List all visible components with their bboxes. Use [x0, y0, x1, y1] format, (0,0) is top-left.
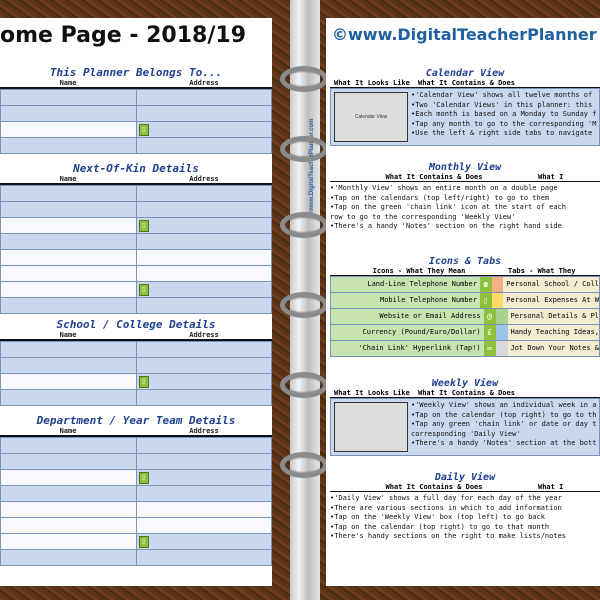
name-field[interactable] — [1, 218, 137, 233]
page-title: ome Page - 2018/19 — [0, 23, 246, 48]
col-name: Name — [59, 331, 77, 339]
name-field[interactable] — [1, 138, 137, 153]
weekly-view-thumbnail[interactable] — [334, 402, 408, 452]
col-name: Name — [59, 427, 77, 435]
name-field[interactable] — [1, 534, 137, 549]
section-heading: Calendar View — [425, 68, 505, 79]
name-field[interactable] — [1, 358, 137, 373]
icon-row: Currency (Pound/Euro/Dollar) £ Handy Teaching Ideas, — [331, 325, 599, 341]
phone-field[interactable] — [137, 282, 272, 297]
icons-tabs-section: Icons & Tabs Icons - What They Mean Tabs - What They Land-Line Telephone Number ☎ Personal School / Coll Mobile Telephone Number ▯ Personal Expenses At W Website or Email Address @ Personal Details & Pl Currency (Pound/Euro/Dollar) £ Handy Teaching Ideas, 'Chain Link' Hyperlink (Tap!) ∞ Jot Down Your Notes & — [330, 256, 600, 357]
address-field[interactable] — [137, 106, 272, 121]
at-sign-icon: @ — [484, 309, 496, 324]
section-school — [0, 318, 272, 406]
calendar-view-thumbnail[interactable]: Calendar View — [334, 92, 408, 142]
name-field[interactable] — [1, 518, 137, 533]
name-field[interactable] — [1, 266, 137, 281]
phone-icon: ▯ — [139, 536, 149, 548]
tab-color-swatch — [492, 293, 504, 308]
name-field[interactable] — [1, 202, 137, 217]
chain-link-icon[interactable]: ∞ — [484, 341, 496, 356]
email-field[interactable] — [137, 550, 272, 565]
phone-icon: ▯ — [139, 284, 149, 296]
phone-icon: ▯ — [139, 124, 149, 136]
right-page — [326, 18, 600, 586]
address-field[interactable] — [137, 358, 272, 373]
section-heading: Monthly View — [428, 162, 502, 173]
col-address: Address — [189, 331, 219, 339]
section-heading: Next-Of-Kin Details — [73, 162, 199, 175]
currency-icon: £ — [484, 325, 496, 340]
section-heading: This Planner Belongs To... — [49, 66, 223, 79]
binder-ring-icon — [280, 66, 328, 92]
section-heading: Icons & Tabs — [428, 256, 502, 267]
mobile-phone-icon: ▯ — [480, 293, 492, 308]
calendar-view-section: Calendar View What It Looks Like What It Contains & Does Calendar View •'Calendar View' shows all twelve months of •Two 'Calendar Views' in this planner: this •Each month is based on a Monday to Sunday f •Tap any month to go to the corresponding 'M •Use the left & right side tabs to navigate — [330, 68, 600, 146]
email-field[interactable] — [137, 486, 272, 501]
name-field[interactable] — [1, 106, 137, 121]
address-field[interactable] — [137, 342, 272, 357]
name-field[interactable] — [1, 342, 137, 357]
tab-color-swatch — [496, 309, 508, 324]
address-field[interactable] — [137, 266, 272, 281]
icon-row: Land-Line Telephone Number ☎ Personal School / Coll — [331, 277, 599, 293]
icon-row: 'Chain Link' Hyperlink (Tap!) ∞ Jot Down Your Notes & — [331, 341, 599, 356]
address-field[interactable] — [137, 502, 272, 517]
section-heading: School / College Details — [56, 318, 216, 331]
section-next-of-kin — [0, 162, 272, 314]
icon-row: Website or Email Address @ Personal Details & Pl — [331, 309, 599, 325]
name-field[interactable] — [1, 438, 137, 453]
tab-color-swatch — [496, 325, 508, 340]
section-heading: Department / Year Team Details — [36, 414, 236, 427]
binder-ring-icon — [280, 452, 328, 478]
website-title[interactable]: ©www.DigitalTeacherPlanner — [332, 25, 597, 44]
name-field[interactable] — [1, 90, 137, 105]
phone-icon: ▯ — [139, 472, 149, 484]
col-address: Address — [189, 427, 219, 435]
name-field[interactable] — [1, 390, 137, 405]
binder-ring-icon — [280, 372, 328, 398]
address-field[interactable] — [137, 438, 272, 453]
name-field[interactable] — [1, 186, 137, 201]
phone-icon: ▯ — [139, 220, 149, 232]
email-field[interactable] — [137, 138, 272, 153]
phone-icon: ▯ — [139, 376, 149, 388]
name-field[interactable] — [1, 298, 137, 313]
weekly-view-section: Weekly View What It Looks Like What It Contains & Does •'Weekly View' shows an individual week in a •Tap on the calendar (top right) to go to th •Tap any green 'chain link' or date or day t corresponding 'Daily View' •There's a handy 'Notes' section at the bott — [330, 378, 600, 456]
address-field[interactable] — [137, 518, 272, 533]
email-field[interactable] — [137, 298, 272, 313]
name-field[interactable] — [1, 486, 137, 501]
address-field[interactable] — [137, 250, 272, 265]
binder-ring-icon — [280, 136, 328, 162]
address-field[interactable] — [137, 90, 272, 105]
phone-field[interactable] — [137, 374, 272, 389]
col-name: Name — [59, 175, 77, 183]
daily-view-section: Daily View What It Contains & Does What I •'Daily View' shows a full day for each day of the year •There are various sections in which to add information •Tap on the 'Weekly View' box (top left) to go back •Tap on the calendar (top right) to go to that month •There's handy sections on the right to make lists/notes — [330, 472, 600, 542]
name-field[interactable] — [1, 454, 137, 469]
left-page — [0, 18, 272, 586]
address-field[interactable] — [137, 186, 272, 201]
col-name: Name — [59, 79, 77, 87]
email-field[interactable] — [137, 234, 272, 249]
section-owner — [0, 66, 272, 154]
phone-field[interactable] — [137, 122, 272, 137]
monthly-view-section: Monthly View What It Contains & Does What I •'Monthly View' shows an entire month on a double page •Tap on the calendars (top left/right) to go to them •Tap on the green 'chain link' icon at the start of each row to go to the corresponding 'Weekly View' •There's a handy 'Notes' section on the right hand side — [330, 162, 600, 232]
col-address: Address — [189, 175, 219, 183]
name-field[interactable] — [1, 282, 137, 297]
name-field[interactable] — [1, 550, 137, 565]
name-field[interactable] — [1, 234, 137, 249]
phone-field[interactable] — [137, 218, 272, 233]
name-field[interactable] — [1, 502, 137, 517]
telephone-icon: ☎ — [480, 277, 492, 292]
icon-row: Mobile Telephone Number ▯ Personal Expenses At W — [331, 293, 599, 309]
section-heading: Weekly View — [431, 378, 499, 389]
tab-color-swatch — [492, 277, 504, 292]
name-field[interactable] — [1, 374, 137, 389]
tab-color-swatch — [496, 341, 508, 356]
binder-ring-icon — [280, 292, 328, 318]
col-address: Address — [189, 79, 219, 87]
address-field[interactable] — [137, 202, 272, 217]
phone-field[interactable] — [137, 470, 272, 485]
name-field[interactable] — [1, 470, 137, 485]
name-field[interactable] — [1, 122, 137, 137]
section-department — [0, 414, 272, 566]
spine-website-text: ©www.DigitalTeacherPlanner.com — [309, 118, 315, 215]
name-field[interactable] — [1, 250, 137, 265]
address-field[interactable] — [137, 454, 272, 469]
section-heading: Daily View — [434, 472, 496, 483]
email-field[interactable] — [137, 390, 272, 405]
binder-ring-icon — [280, 212, 328, 238]
phone-field[interactable] — [137, 534, 272, 549]
